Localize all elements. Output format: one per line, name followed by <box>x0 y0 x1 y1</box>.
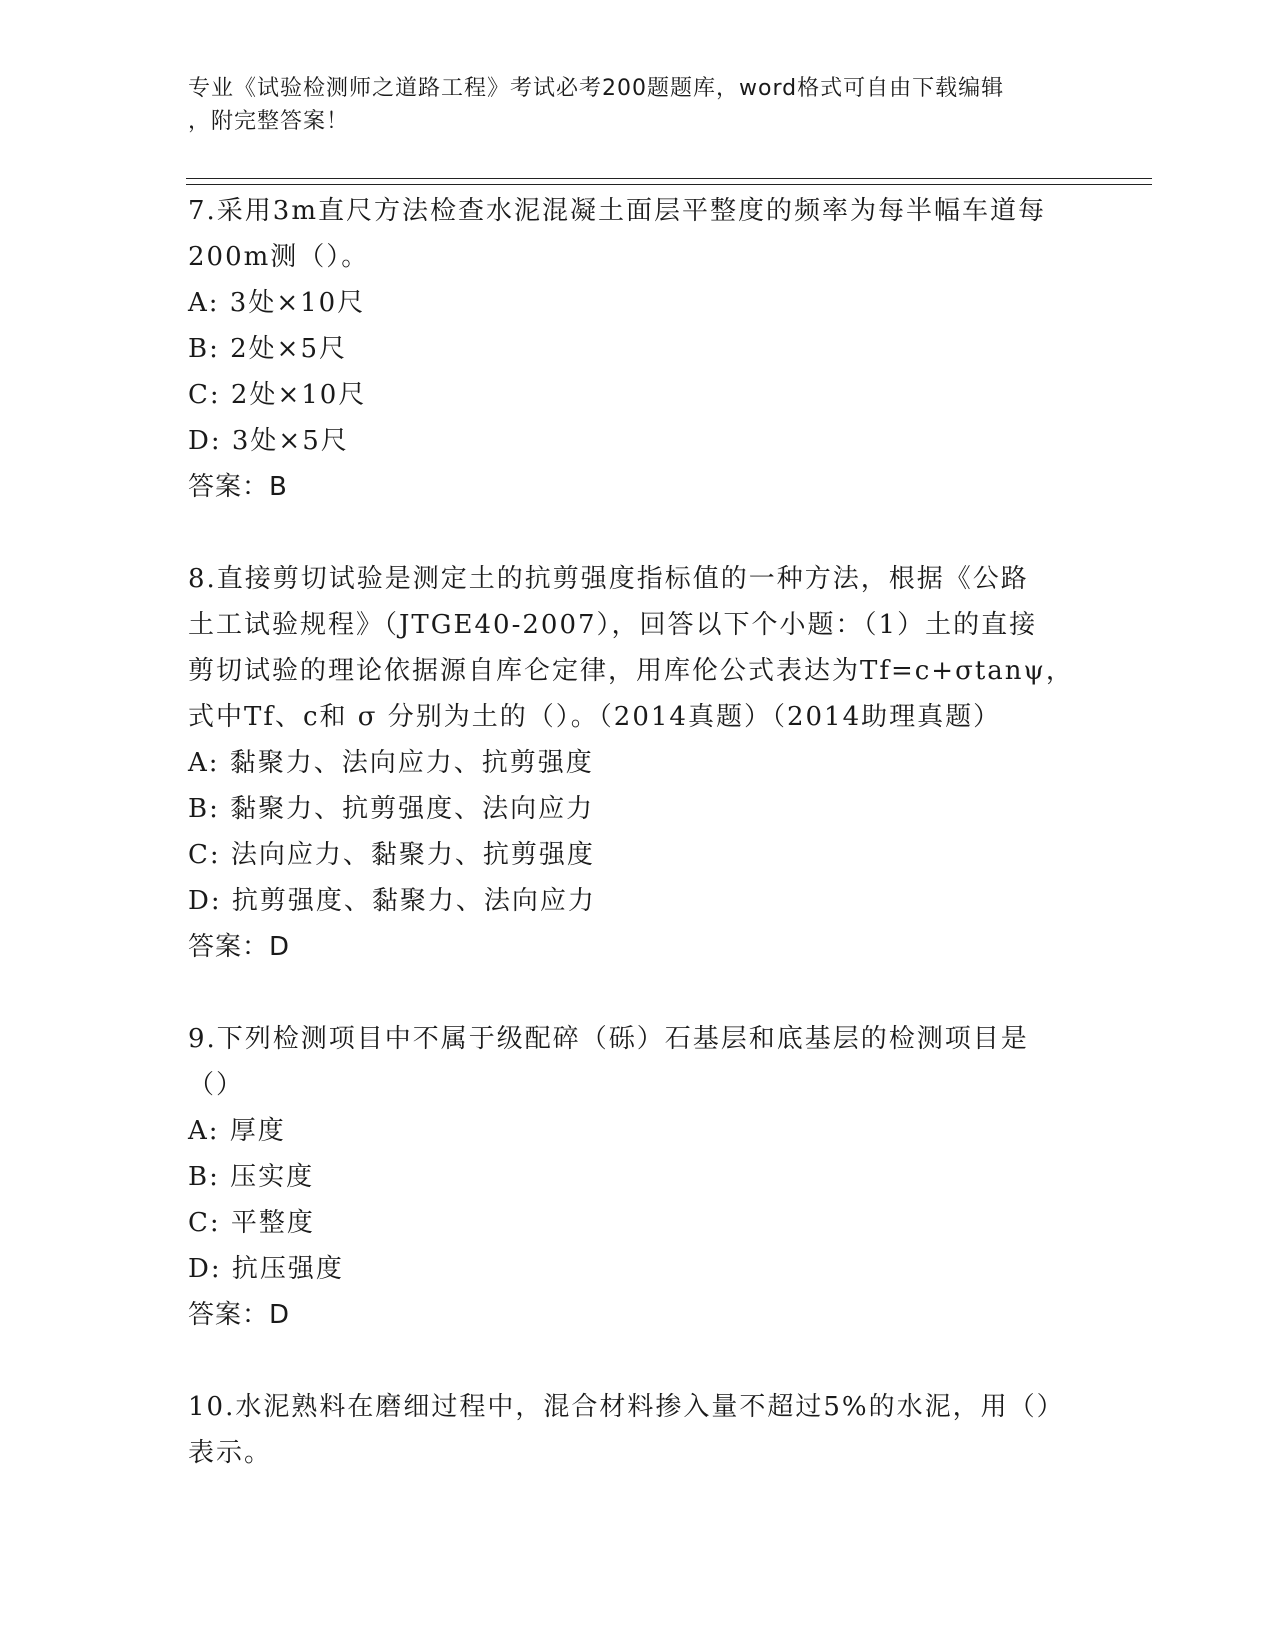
option-b: B: 压实度 <box>188 1162 315 1192</box>
header-line-2: ，附完整答案！ <box>188 109 350 134</box>
document-header <box>188 72 1068 138</box>
answer: 答案：B <box>188 472 288 502</box>
question-10 <box>188 1384 1088 1476</box>
header-divider-bottom <box>186 184 1152 185</box>
answer: 答案：D <box>188 1300 291 1330</box>
option-c: C: 2处×10尺 <box>188 380 367 410</box>
question-text-line: 土工试验规程》（JTGE40-2007），回答以下个小题：（1）土的直接 <box>188 610 1038 640</box>
option-d: D: 抗剪强度、黏聚力、法向应力 <box>188 886 596 916</box>
question-spacer <box>188 970 1088 1016</box>
question-text-line: 9.下列检测项目中不属于级配碎（砾）石基层和底基层的检测项目是 <box>188 1024 1029 1054</box>
option-c: C: 平整度 <box>188 1208 315 1238</box>
answer: 答案：D <box>188 932 291 962</box>
question-text-line: 式中Tf、c和 σ 分别为土的（）。（2014真题）（2014助理真题） <box>188 702 1002 732</box>
header-line-1: 专业《试验检测师之道路工程》考试必考200题题库，word格式可自由下载编辑 <box>188 76 1005 101</box>
question-text-line: 剪切试验的理论依据源自库仑定律，用库伦公式表达为Tf=c+σtanψ， <box>188 656 1074 686</box>
question-text-line: 表示。 <box>188 1438 273 1468</box>
question-8 <box>188 556 1088 970</box>
option-a: A: 厚度 <box>188 1116 286 1146</box>
question-7 <box>188 188 1088 510</box>
question-9 <box>188 1016 1088 1338</box>
question-text-line: （） <box>188 1070 245 1100</box>
question-spacer <box>188 1338 1088 1384</box>
question-text-line: 10.水泥熟料在磨细过程中，混合材料掺入量不超过5%的水泥，用（） <box>188 1392 1065 1422</box>
option-a: A: 黏聚力、法向应力、抗剪强度 <box>188 748 594 778</box>
question-spacer <box>188 510 1088 556</box>
option-a: A: 3处×10尺 <box>188 288 366 318</box>
option-c: C: 法向应力、黏聚力、抗剪强度 <box>188 840 595 870</box>
option-d: D: 抗压强度 <box>188 1254 344 1284</box>
question-text-line: 8.直接剪切试验是测定土的抗剪强度指标值的一种方法，根据《公路 <box>188 564 1029 594</box>
option-b: B: 黏聚力、抗剪强度、法向应力 <box>188 794 595 824</box>
header-divider-top <box>186 178 1152 179</box>
question-text-line: 200m测（）。 <box>188 242 370 272</box>
option-b: B: 2处×5尺 <box>188 334 348 364</box>
question-text-line: 7.采用3m直尺方法检查水泥混凝土面层平整度的频率为每半幅车道每 <box>188 196 1047 226</box>
question-list <box>188 188 1088 1476</box>
option-d: D: 3处×5尺 <box>188 426 349 456</box>
